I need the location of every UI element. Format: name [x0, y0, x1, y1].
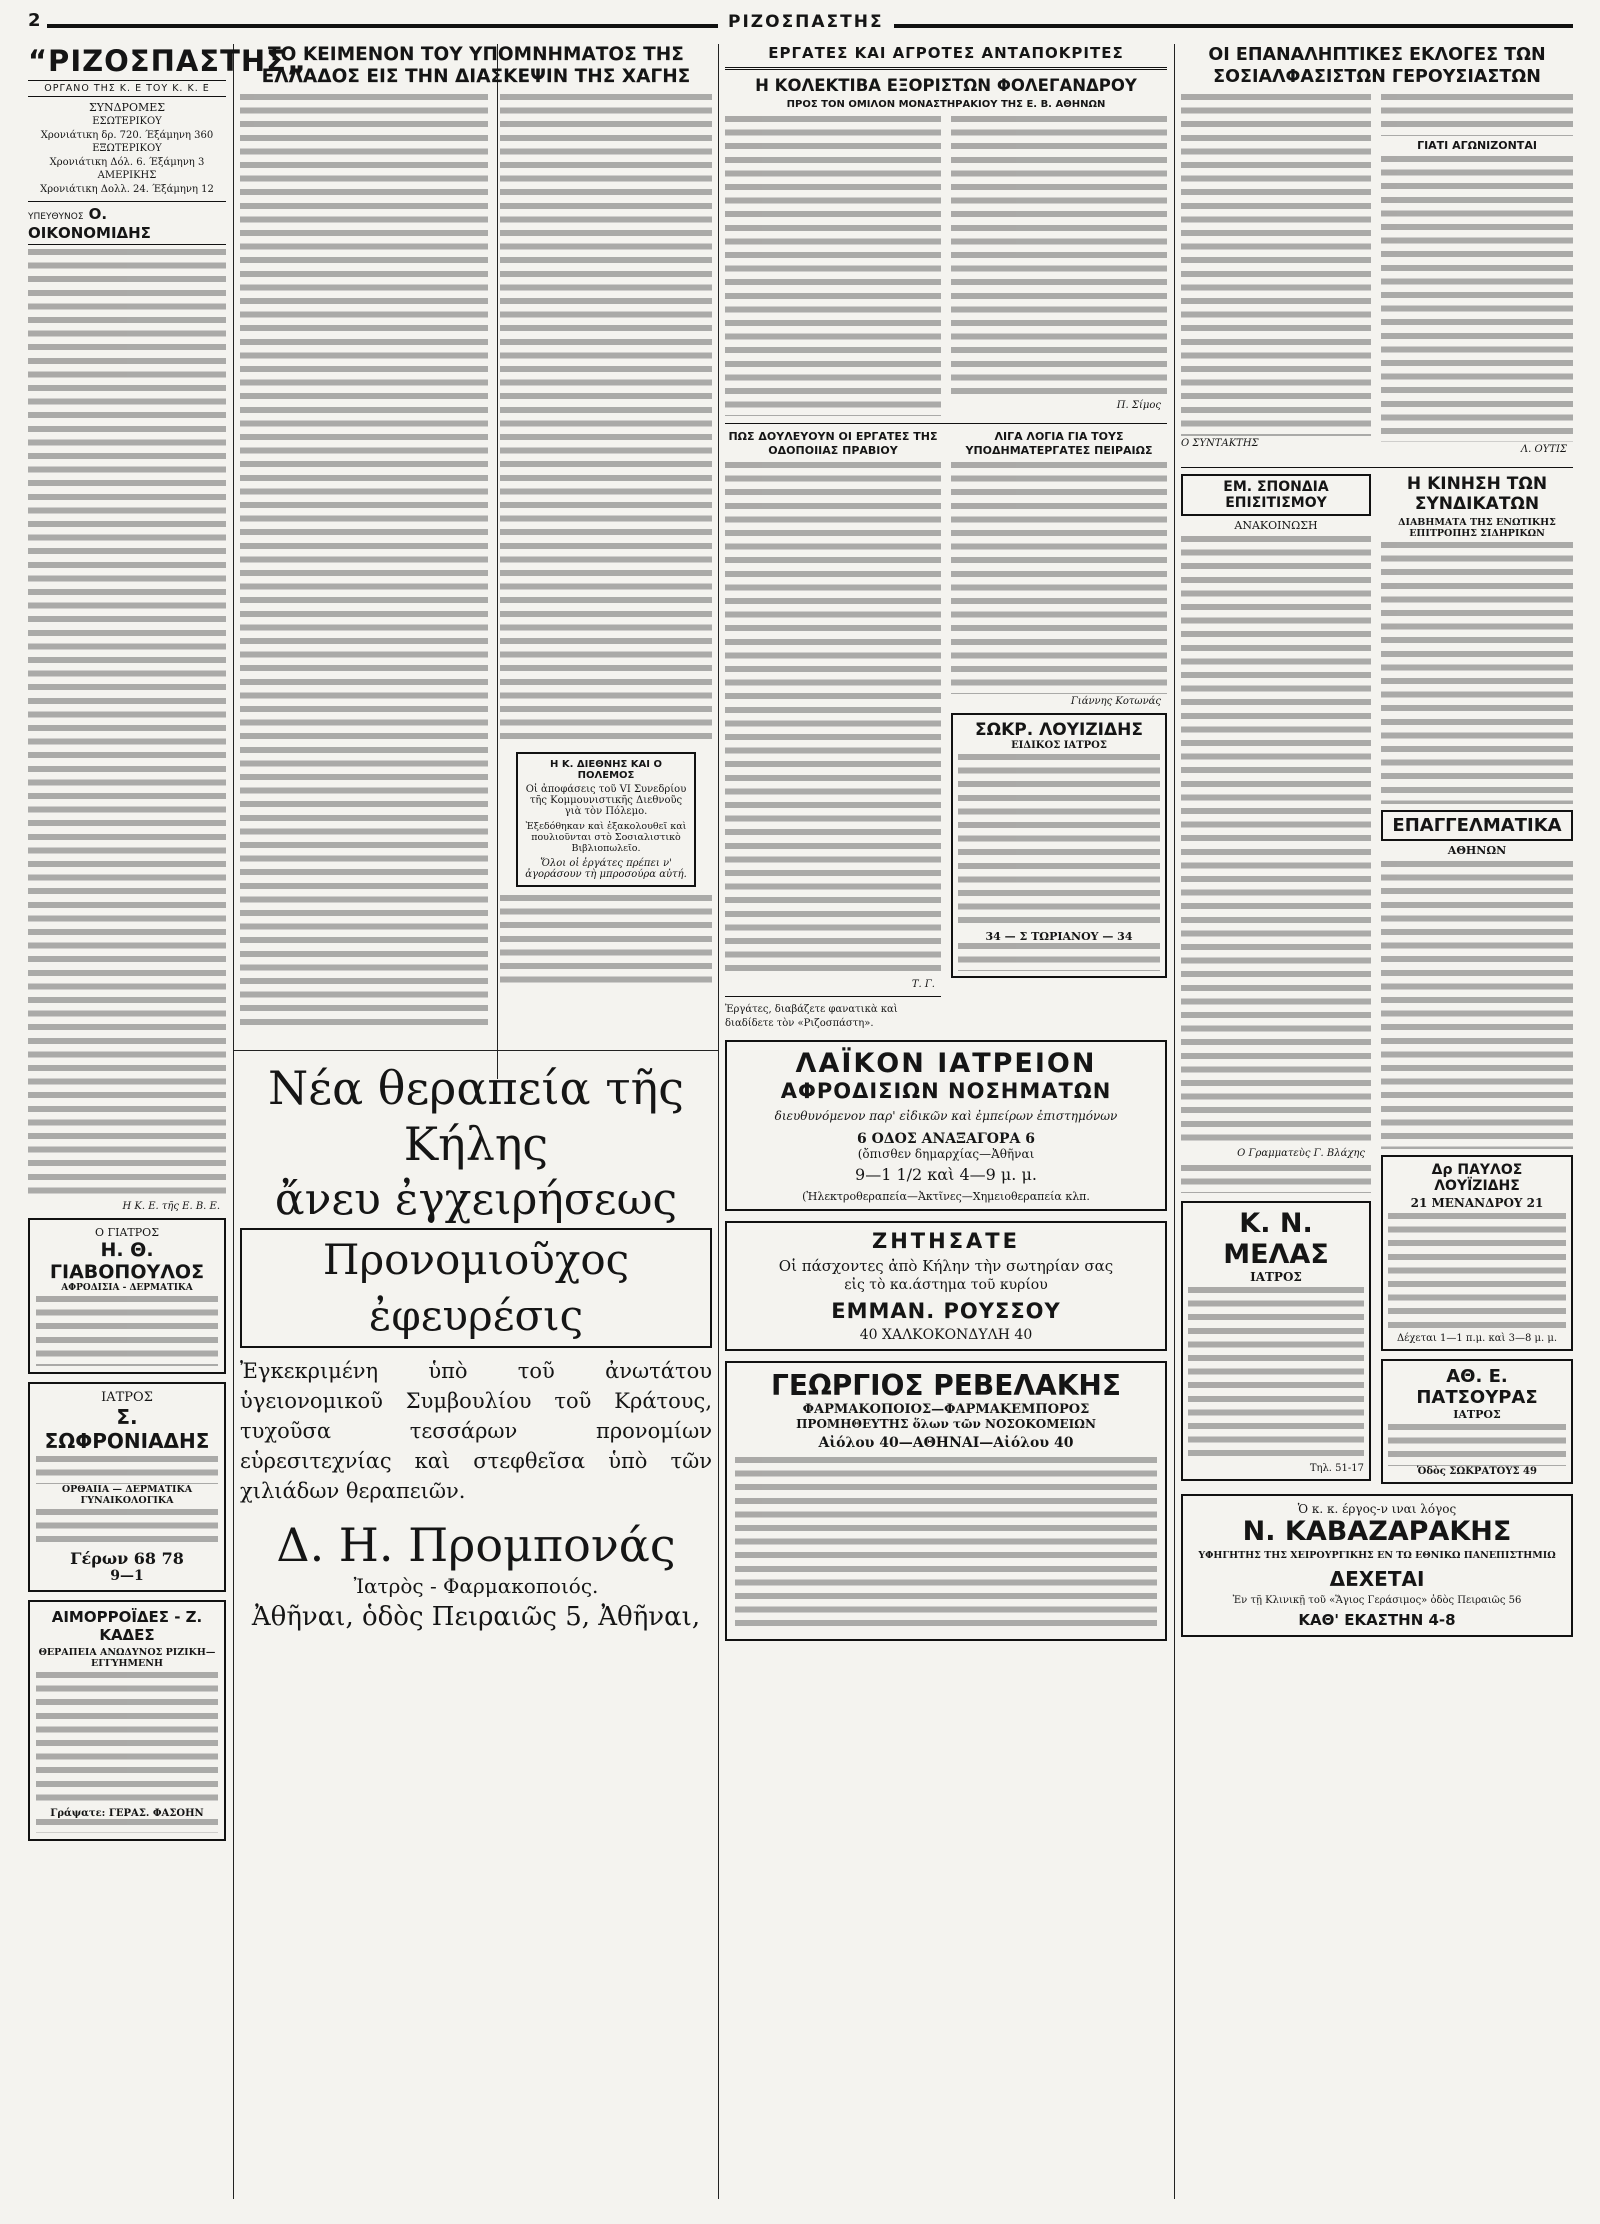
section-rule	[725, 423, 1167, 424]
section-rule	[1181, 467, 1573, 468]
article-columns	[725, 116, 1167, 417]
ad-sub: ΘΕΡΑΠΕΙΑ ΑΝΩΔΥΝΟΣ ΡΙΖΙΚΗ—ΕΓΓΥΗΜΕΝΗ	[38, 1646, 216, 1669]
ad-text	[36, 1509, 218, 1549]
ad-address: 6 ΟΔΟΣ ΑΝΑΞΑΓΟΡΑ 6	[856, 1131, 1035, 1148]
ad-aimorroides	[28, 1600, 226, 1841]
ad-name: Η. Θ. ΓΙΑΒΟΠΟΥΛΟΣ	[49, 1238, 205, 1283]
ad-zitisate	[725, 1221, 1167, 1351]
column-rule	[718, 44, 719, 2199]
ad-text	[36, 1296, 218, 1366]
editor-line	[28, 201, 226, 245]
ad-role: Ἰατρὸς - Φαρμακοποιός.	[353, 1574, 599, 1598]
running-header	[28, 10, 1573, 38]
ad-sub: ΟΡΘΑΙΙΑ — ΔΕΡΜΑΤΙΚΑ ΓΥΝΑΙΚΟΛΟΓΙΚΑ	[61, 1483, 193, 1506]
ad-kicker: Ο ΓΙΑΤΡΟΣ	[95, 1225, 159, 1239]
article-body-text	[725, 462, 941, 977]
ad-text	[958, 943, 1160, 971]
section-rule	[725, 996, 941, 997]
ad-label: ΔΕΧΕΤΑΙ	[1329, 1567, 1425, 1591]
sub-article-shoemakers	[951, 430, 1167, 1030]
ad-address: Ὁδὸς ΣΩΚΡΑΤΟΥΣ 49	[1417, 1466, 1537, 1477]
sub-line: Χρονιάτικη Δολλ. 24. Έξάμηνη 12	[40, 183, 214, 195]
article-body-text	[240, 94, 488, 1032]
ad-footer: (Ἠλεκτροθεραπεία—Ἀκτῖνες—Χημειοθεραπεία κλπ.	[802, 1190, 1090, 1204]
ad-text	[735, 1457, 1157, 1633]
sub-line: ΕΞΩΤΕΡΙΚΟΥ	[92, 143, 162, 155]
article-body-text	[1381, 861, 1573, 1149]
article-right-col	[500, 94, 712, 1032]
section-banner: ΕΡΓΑΤΕΣ ΚΑΙ ΑΓΡΟΤΕΣ ΑΝΤΑΠΟΚΡΙΤΕΣ	[768, 44, 1124, 62]
article-workers	[725, 44, 1167, 2194]
article-body-text	[1381, 94, 1573, 136]
subscriptions-list	[28, 115, 226, 197]
ad-title: ΖΗΤΗΣΑΤΕ	[872, 1229, 1020, 1254]
ad-desc: διευθυνόμενον παρ' εἰδικῶν καὶ ἐμπείρων ἐπιστημόνων	[774, 1109, 1118, 1124]
article-signature: Γιάννης Κοτωνάς	[1070, 696, 1161, 707]
ad-kili	[240, 1060, 712, 1632]
ad-address: 34 — Σ ΤΩΡΙΑΝΟΥ — 34	[985, 930, 1133, 943]
ad-kavazarakis	[1181, 1494, 1573, 1637]
ad-melas	[1181, 1201, 1371, 1481]
double-rule	[725, 67, 1167, 70]
section-title: ΕΜ. ΣΠΟΝΔΙΑ ΕΠΙΣΙΤΙΣΜΟΥ	[1223, 479, 1329, 511]
episitismou-header	[1181, 474, 1371, 516]
ad-name: Ν. ΚΑΒΑΖΑΡΑΚΗΣ	[1242, 1516, 1512, 1547]
article-body-text	[1381, 156, 1573, 442]
running-title: ΡΙΖΟΣΠΑΣΤΗΣ	[718, 12, 894, 32]
ad-name: ΑΘ. Ε. ΠΑΤΣΟΥΡΑΣ	[1416, 1366, 1538, 1408]
article-body-text	[1181, 536, 1371, 1146]
ad-name: Δ. Η. Προμπονάς	[276, 1518, 676, 1572]
ad-text	[36, 1819, 218, 1833]
ad-text	[1188, 1287, 1364, 1463]
section-sub: ΑΝΑΚΟΙΝΩΣΗ	[1234, 519, 1318, 532]
subhead: ΓΙΑΤΙ ΑΓΩΝΙΖΟΝΤΑΙ	[1417, 139, 1537, 152]
ad-name: ΕΜΜΑΝ. ΡΟΥΣΣΟΥ	[831, 1299, 1061, 1324]
ad-headline: Προνομιοῦχος ἐφευρέσις	[240, 1228, 712, 1348]
ad-patsouras	[1381, 1359, 1573, 1484]
ad-address: 21 ΜΕΝΑΝΔΡΟΥ 21	[1410, 1196, 1544, 1210]
ad-hours: Δέχεται 1—1 π.μ. καὶ 3—8 μ. μ.	[1396, 1333, 1558, 1344]
lower-left-col	[1181, 474, 1371, 1484]
box-note: Ἐξεδόθηκαν καὶ ἐξακολουθεῖ καὶ πουλιοῦνται στὸ Σοσιαλιστικὸ Βιβλιοπωλεῖο.	[525, 821, 687, 854]
ad-name: ΓΕΩΡΓΙΟΣ ΡΕΒΕΛΑΚΗΣ	[771, 1369, 1121, 1403]
ad-address: Γέρων 68 78	[70, 1548, 184, 1568]
section-sub: ΔΙΑΒΗΜΑΤΑ ΤΗΣ ΕΝΩΤΙΚΗΣ ΕΠΙΤΡΟΠΗΣ ΣΙΔΗΡΙΚΩΝ	[1398, 517, 1556, 539]
ad-name: Σ. ΣΩΦΡΟΝΙΑΔΗΣ	[44, 1404, 210, 1453]
masthead-subtitle: ΟΡΓΑΝΟ ΤΗΣ Κ. Ε ΤΟΥ Κ. Κ. Ε	[28, 80, 226, 97]
article-signature: Ο ΣΥΝΤΑΚΤΗΣ	[1181, 438, 1259, 449]
section-rule	[233, 1050, 718, 1051]
column-rule	[1174, 44, 1175, 2199]
ad-tel: Τηλ. 51-17	[1309, 1463, 1364, 1474]
box-call: Ὅλοι οἱ ἐργάτες πρέπει ν' ἀγοράσουν τὴ μπροσούρα αὐτή.	[525, 858, 687, 880]
section-title: Η ΚΙΝΗΣΗ ΤΩΝ ΣΥΝΔΙΚΑΤΩΝ	[1406, 474, 1548, 514]
ad-kicker: Ὁ κ. κ. έργος-ν ιναι λόγος	[1297, 1502, 1457, 1516]
page-number: 2	[28, 10, 47, 31]
editor-name: Ο. ΟΙΚΟΝΟΜΙΔΗΣ	[28, 204, 151, 242]
ad-address-2: (ὄπισθεν δημαρχίας—Ἀθῆναι	[857, 1147, 1035, 1162]
ad-name: ΣΩΚΡ. ΛΟΥΙΖΙΔΗΣ	[975, 720, 1143, 740]
column-rule	[233, 44, 234, 2199]
article-title: Η ΚΟΛΕΚΤΙΒΑ ΕΞΟΡΙΣΤΩΝ ΦΟΛΕΓΑΝΔΡΟΥ	[755, 76, 1137, 95]
section-sub: ΑΘΗΝΩΝ	[1447, 844, 1507, 857]
ad-giavopoulos	[28, 1218, 226, 1374]
article-body-text	[500, 895, 712, 990]
lower-columns	[1181, 474, 1573, 1484]
subscriptions-title: ΣΥΝΔΡΟΜΕΣ	[88, 101, 166, 114]
article-right-col	[951, 116, 1167, 417]
ad-role: ΙΑΤΡΟΣ	[1250, 1270, 1302, 1284]
ad-text	[958, 754, 1160, 930]
article-title: ΟΙ ΕΠΑΝΑΛΗΠΤΙΚΕΣ ΕΚΛΟΓΕΣ ΤΩΝ ΣΟΣΙΑΛΦΑΣΙΣΤΩΝ ΓΕΡΟΥΣΙΑΣΤΩΝ	[1208, 45, 1546, 87]
article-right-col	[1381, 94, 1573, 461]
ad-pavlos-louizidis	[1381, 1155, 1573, 1351]
epangelmatika-header	[1381, 810, 1573, 841]
ad-kicker: ΙΑΤΡΟΣ	[101, 1389, 153, 1405]
ad-sub: ΑΦΡΟΔΙΣΙΑ - ΔΕΡΜΑΤΙΚΑ	[61, 1282, 193, 1293]
sub-article-title: ΛΙΓΑ ΛΟΓΙΑ ΓΙΑ ΤΟΥΣ ΥΠΟΔΗΜΑΤΕΡΓΑΤΕΣ ΠΕΙΡΑΙΩΣ	[965, 430, 1153, 457]
reader-note	[1181, 1165, 1371, 1193]
sub-article-title: ΠΩΣ ΔΟΥΛΕΥΟΥΝ ΟΙ ΕΡΓΑΤΕΣ ΤΗΣ ΟΔΟΠΟΙΙΑΣ ΠΡΑΒΙΟΥ	[728, 430, 938, 457]
article-body-text	[1181, 94, 1371, 436]
ad-address: 40 ΧΑΛΚΟΚΟΝΔΥΛΗ 40	[859, 1327, 1033, 1344]
ad-address: Ἐν τῇ Κλινικῇ τοῦ «Ἅγιος Γεράσιμος» ὁδὸς Πειραιῶς 56	[1232, 1595, 1522, 1606]
ad-role: ΠΡΟΜΗΘΕΥΤΗΣ ὅλων τῶν ΝΟΣΟΚΟΜΕΙΩΝ	[796, 1417, 1096, 1432]
ad-role: ΦΑΡΜΑΚΟΠΟΙΟΣ—ΦΑΡΜΑΚΕΜΠΟΡΟΣ	[802, 1402, 1090, 1418]
ad-text	[36, 1672, 218, 1808]
ad-sub: ΥΦΗΓΗΤΗΣ ΤΗΣ ΧΕΙΡΟΥΡΓΙΚΗΣ ΕΝ ΤΩ ΕΘΝΙΚΩ ΠΑΝΕΠΙΣΤΗΜΙΩ	[1198, 1550, 1556, 1561]
article-columns	[240, 94, 712, 1032]
ad-address: Ἀθῆναι, ὁδὸς Πειραιῶς 5, Ἀθῆναι,	[251, 1602, 701, 1632]
ad-footer: Γράψατε: ΓΕΡΑΣ. ΦΑΣΟΗΝ	[50, 1807, 204, 1819]
sub-line: ΑΜΕΡΙΚΗΣ	[97, 170, 157, 182]
reader-note: Ἐργάτες, διαβάζετε φανατικὰ καὶ διαδίδετε τὸν «Ριζοσπάστη».	[725, 1004, 898, 1029]
ad-role: ΙΑΤΡΟΣ	[1453, 1408, 1501, 1421]
sub-line: Χρονιάτικη Δόλ. 6. Έξάμηνη 3	[49, 156, 205, 168]
column-right	[1181, 44, 1573, 2194]
ad-sub: ΑΦΡΟΔΙΣΙΩΝ ΝΟΣΗΜΑΤΩΝ	[780, 1079, 1112, 1104]
article-signature: Ο Γραμματεὺς Γ. Βλάχης	[1237, 1148, 1365, 1159]
sub-article-odopoiia	[725, 430, 941, 1030]
ad-line: Οἱ πάσχοντες ἀπὸ Κήλην τὴν σωτηρίαν σας	[778, 1257, 1114, 1276]
sub-line: Χρονιάτικη δρ. 720. Έξάμηνη 360	[40, 129, 214, 141]
ad-name: Δρ ΠΑΥΛΟΣ ΛΟΥΪΖΙΔΗΣ	[1431, 1162, 1523, 1194]
ad-title: ΛΑΪΚΟΝ ΙΑΤΡΕΙΟΝ	[795, 1048, 1097, 1080]
article-signature: Π. Σίμος	[1116, 400, 1161, 411]
ad-sofroniadis	[28, 1382, 226, 1592]
article-signature: Τ. Γ.	[911, 979, 935, 990]
ad-body: Ἐγκεκριμένη ὑπὸ τοῦ ἀνωτάτου ὑγειονομικοῦ Συμβουλίου τοῦ Κράτους, τυχοῦσα τεσσάρων προνομίων εὑρεσιτεχνίας καὶ στεφθεῖσα ὑπὸ τῶν χιλιάδων θεραπειῶν.	[240, 1359, 712, 1503]
ad-address: Αἰόλου 40—ΑΘΗΝΑΙ—Αἰόλου 40	[818, 1435, 1074, 1452]
ad-headline: ἄνευ ἐγχειρήσεως	[274, 1174, 678, 1225]
ad-name: Κ. Ν. ΜΕΛΑΣ	[1223, 1208, 1329, 1270]
article-signature: Λ. ΟΥΤΙΣ	[1520, 444, 1567, 455]
ad-text	[1388, 1424, 1566, 1466]
article-body-text	[725, 116, 941, 416]
article-body-text	[1381, 542, 1573, 804]
ad-name: ΑΙΜΟΡΡΟΪΔΕΣ - Ζ. ΚΑΔΕΣ	[51, 1607, 203, 1644]
sub-line: ΕΣΩΤΕΡΙΚΟΥ	[92, 116, 162, 127]
article-subtitle: ΠΡΟΣ ΤΟΝ ΟΜΙΛΟΝ ΜΟΝΑΣΤΗΡΑΚΙΟΥ ΤΗΣ Ε. Β. ΑΘΗΝΩΝ	[786, 99, 1106, 110]
lower-right-col	[1381, 474, 1573, 1484]
ad-sub: ΕΙΔΙΚΟΣ ΙΑΤΡΟΣ	[1011, 740, 1107, 751]
ad-hours: 9—1	[110, 1567, 144, 1584]
masthead-title: “ΡΙΖΟΣΠΑΣΤΗΣ„	[28, 44, 308, 78]
ad-headline: Νέα θεραπεία τῆς Κήλης	[268, 1061, 684, 1171]
ad-revelakis	[725, 1361, 1167, 1641]
ad-laiko-iatreio	[725, 1040, 1167, 1211]
article-body-text	[951, 116, 1167, 400]
article-body-text	[951, 462, 1167, 694]
article-left-col	[1181, 94, 1371, 461]
article-signature: Η Κ. Ε. τῆς Ε. Β. Ε.	[122, 1200, 220, 1212]
ad-hours: ΚΑΘ' ΕΚΑΣΤΗΝ 4-8	[1298, 1611, 1456, 1629]
article-memo	[240, 44, 712, 1044]
sub-articles	[725, 430, 1167, 1030]
ad-hours: 9—1 1/2 καὶ 4—9 μ. μ.	[855, 1165, 1037, 1185]
editor-label: ΥΠΕΥΘΥΝΟΣ	[28, 211, 84, 222]
ad-text	[36, 1456, 218, 1484]
section-title: ΕΠΑΓΓΕΛΜΑΤΙΚΑ	[1392, 815, 1562, 836]
column-1	[28, 44, 308, 2194]
ad-text	[1388, 1213, 1566, 1333]
box-text: Οἱ ἀποφάσεις τοῦ VI Συνεδρίου τῆς Κομμουνιστικῆς Διεθνοῦς γιὰ τὸν Πόλεμο.	[525, 784, 687, 817]
ad-line: εἰς τὸ κα.άστημα τοῦ κυρίου	[844, 1277, 1048, 1294]
article-title: ΤΟ ΚΕΙΜΕΝΟΝ ΤΟΥ ΥΠΟΜΝΗΜΑΤΟΣ ΤΗΣ ΕΛΛΑΔΟΣ ΕΙΣ ΤΗΝ ΔΙΑΣΚΕΨΙΝ ΤΗΣ ΧΑΓΗΣ	[261, 44, 691, 87]
article-body-text	[28, 249, 226, 1199]
ad-louizidis	[951, 713, 1167, 978]
article-body-text	[500, 94, 712, 744]
box-comintern	[516, 752, 696, 887]
box-title: Η Κ. ΔΙΕΘΝΗΣ ΚΑΙ Ο ΠΟΛΕΜΟΣ	[550, 759, 662, 781]
article-columns	[1181, 94, 1573, 461]
